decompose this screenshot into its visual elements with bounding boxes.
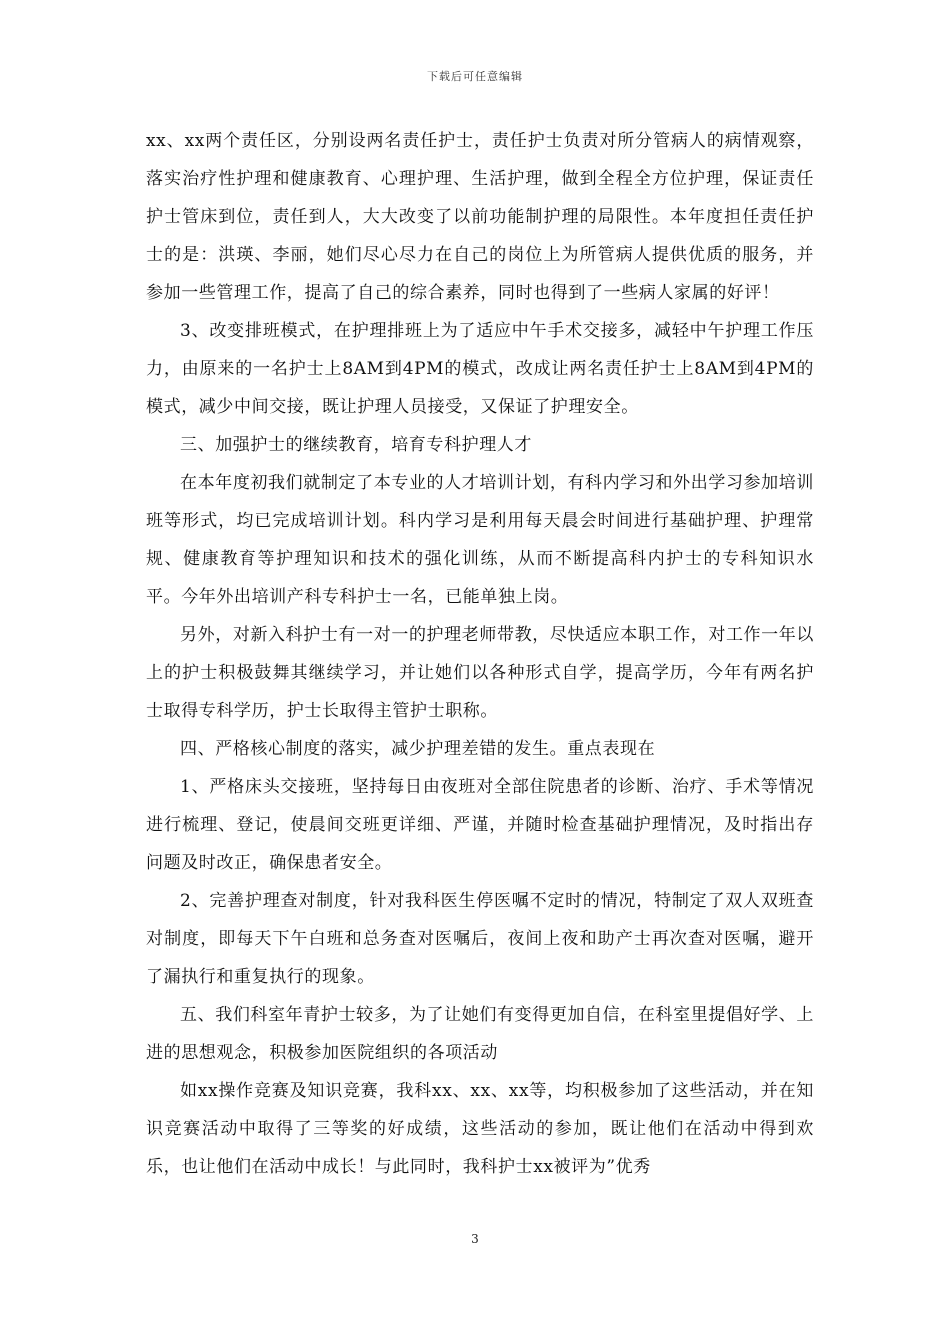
paragraph-shift-handover: 1、严格床头交接班，坚持每日由夜班对全部住院患者的诊断、治疗、手术等情况进行梳理、登记，使晨间交班更详细、严谨，并随时检查基础护理情况，及时指出存问题及时改正，确保患者安全。	[146, 777, 814, 873]
paragraph-new-nurse-mentoring: 另外，对新入科护士有一对一的护理老师带教，尽快适应本职工作，对工作一年以上的护士积极鼓舞其继续学习，并让她们以各种形式自学，提高学历，今年有两名护士取得专科学历，护士长取得主管护士职称。	[146, 625, 814, 721]
page-number: 3	[471, 1232, 479, 1246]
paragraph-training-plan: 在本年度初我们就制定了本专业的人才培训计划，有科内学习和外出学习参加培训班等形式，均已完成培训计划。科内学习是利用每天晨会时间进行基础护理、护理常规、健康教育等护理知识和技术的强化训练，从而不断提高科内护士的专科知识水平。今年外出培训产科专科护士一名，已能单独上岗。	[146, 473, 814, 607]
paragraph-shift-scheduling: 3、改变排班模式，在护理排班上为了适应中午手术交接多，减轻中午护理工作压力，由原来的一名护士上8AM到4PM的模式，改成让两名责任护士上8AM到4PM的模式，减少中间交接，既让护理人员接受，又保证了护理安全。	[146, 321, 814, 417]
page-header: 下载后可任意编辑	[427, 70, 523, 83]
section-heading-core-systems: 四、严格核心制度的落实，减少护理差错的发生。重点表现在	[180, 739, 656, 759]
section-heading-young-nurses: 五、我们科室年青护士较多，为了让她们有变得更加自信，在科室里提倡好学、上进的思想观念，积极参加医院组织的各项活动	[146, 1005, 814, 1063]
document-body	[146, 122, 814, 1186]
paragraph-responsibility-areas: xx、xx两个责任区，分别设两名责任护士，责任护士负责对所分管病人的病情观察，落实治疗性护理和健康教育、心理护理、生活护理，做到全程全方位护理，保证责任护士管床到位，责任到人，大大改变了以前功能制护理的局限性。本年度担任责任护士的是：洪瑛、李丽，她们尽心尽力在自己的岗位上为所管病人提供优质的服务，并参加一些管理工作，提高了自己的综合素养，同时也得到了一些病人家属的好评！	[146, 131, 814, 303]
section-heading-continuing-education: 三、加强护士的继续教育，培育专科护理人才	[180, 435, 532, 455]
paragraph-order-checking: 2、完善护理查对制度，针对我科医生停医嘱不定时的情况，特制定了双人双班查对制度，即每天下午白班和总务查对医嘱后，夜间上夜和助产士再次查对医嘱，避开了漏执行和重复执行的现象。	[146, 891, 814, 987]
paragraph-competitions: 如xx操作竞赛及知识竞赛，我科xx、xx、xx等，均积极参加了这些活动，并在知识竞赛活动中取得了三等奖的好成绩，这些活动的参加，既让他们在活动中得到欢乐，也让他们在活动中成长！与此同时，我科护士xx被评为”优秀	[146, 1081, 814, 1177]
